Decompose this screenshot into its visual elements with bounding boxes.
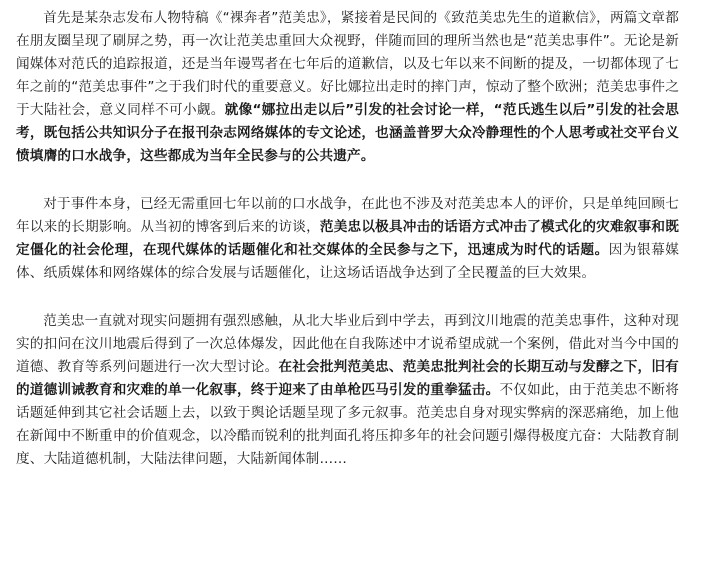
paragraph-3-text-a: 范美忠一直就对现实问题拥有强烈感触，从北大毕业后到中学去，再到汶川地震的范美忠事件，这种对现实的扣问在汶川地震后得到了一次总体爆发，因此他在自我陈述中才说希望成就一个案例，借此对当今中国的道德、教育等系列问题进行一次大型讨论。 (16, 313, 679, 375)
paragraph-3 (16, 310, 679, 471)
paragraph-gap (16, 168, 679, 193)
paragraph-2-emphasis: 范美忠以极具冲击的话语方式冲击了模式化的灾难叙事和既定僵化的社会伦理，在现代媒体的话题催化和社交媒体的全民参与之下，迅速成为时代的话题。 (16, 219, 680, 258)
paragraph-3-emphasis: 在社会批判范美忠、范美忠批判社会的长期互动与发酵之下，旧有的道德训诫教育和灾难的单一化叙事，终于迎来了由单枪匹马引发的重拳猛击。 (16, 359, 679, 398)
paragraph-1-text: 首先是某杂志发布人物特稿《“裸奔者”范美忠》，紧接着是民间的《致范美忠先生的道歉信》，两篇文章都在朋友圈呈现了刷屏之势，再一次让范美忠重回大众视野，伴随而回的理所当然也是“范美忠事件”。无论是新闻媒体对范氏的追踪报道，还是当年谩骂者在七年后的道歉信，以及七年以来不间断的提及，一切都体现了七年之前的“范美忠事件”之于我们时代的重要意义。好比娜拉出走时的摔门声，惊动了整个欧洲；范美忠事件之于大陆社会，意义同样不可小觑。 (16, 10, 679, 118)
paragraph-2 (16, 193, 679, 285)
paragraph-1 (16, 7, 679, 168)
paragraph-1-emphasis: 就像“娜拉出走以后”引发的社会讨论一样，“范氏逃生以后”引发的社会思考，既包括公共知识分子在报刊杂志网络媒体的专文论述，也涵盖普罗大众冷静理性的个人思考或社交平台义愤填膺的口水战争，这些都成为当年全民参与的公共遗产。 (16, 102, 679, 164)
article-body (16, 7, 679, 471)
paragraph-2-text-a: 对于事件本身，已经无需重回七年以前的口水战争，在此也不涉及对范美忠本人的评价，只是单纯回顾七年以来的长期影响。从当初的博客到后来的访谈， (16, 196, 679, 235)
paragraph-2-text-b: 因为银幕媒体、纸质媒体和网络媒体的综合发展与话题催化，让这场话语战争达到了全民覆盖的巨大效果。 (16, 242, 679, 281)
page-scrollbar[interactable] (693, 0, 701, 578)
paragraph-3-text-b: 不仅如此，由于范美忠不断将话题延伸到其它社会话题上去，以致于舆论话题呈现了多元叙事。范美忠自身对现实弊病的深恶痛绝，加上他在新闻中不断重申的价值观念，以冷酷而锐利的批判面孔将压抑多年的社会问题引爆得极度亢奋：大陆教育制度、大陆道德机制，大陆法律问题，大陆新闻体制…… (16, 382, 679, 467)
paragraph-gap (16, 285, 679, 310)
